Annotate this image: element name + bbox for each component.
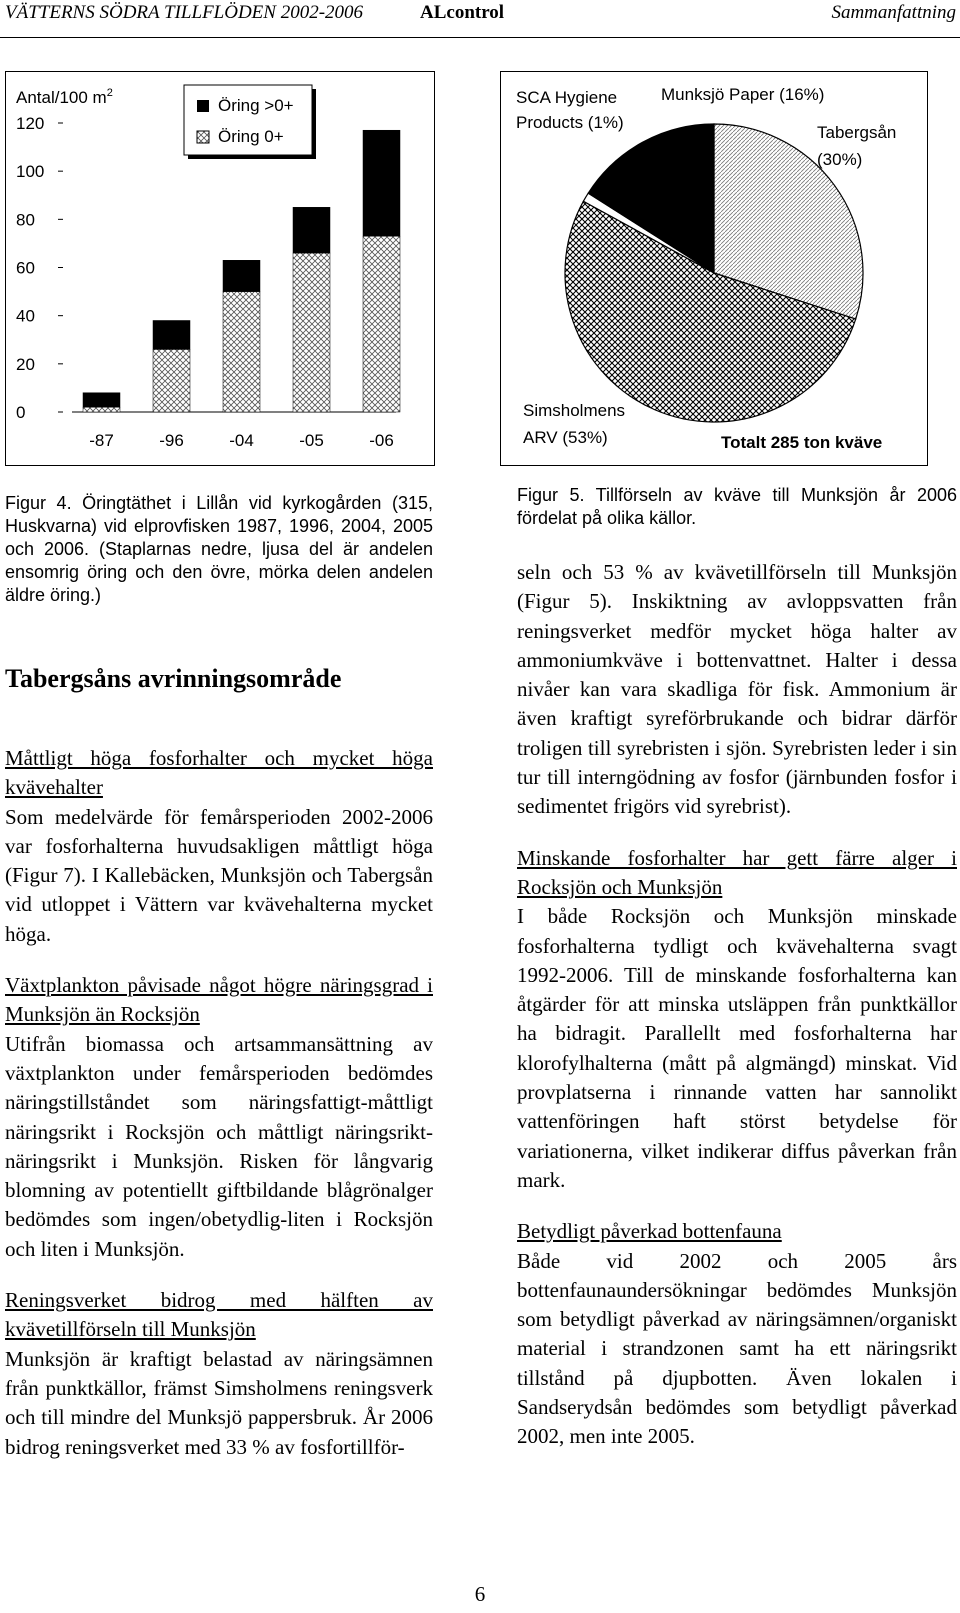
paragraph-right-1 [517,844,957,1196]
y-tick-label: 120 [16,114,45,133]
paragraph-right-2-subheading: Betydligt påverkad bottenfauna [517,1219,782,1244]
paragraph-2-body: Utifrån biomassa och artsammansättning av växtplankton under femårsperioden bedömdes näringstillståndet som näringsfattigt-måttligt näringsrikt i Rocksjön och måttligt näringsrikt-näringsrikt i Munksjön. Risken för långvarig blomning av potentiellt giftbildande blågrönalger bedömdes som ingen/obetydlig-liten i Rocksjön och liten i Munksjön. [5,1031,433,1261]
paragraph-1-subheading: Måttligt höga fosforhalter och mycket höga kvävehalter [5,746,433,800]
figure5-pie-chart [501,72,927,465]
figure4-box [5,71,435,466]
bar-young-segment [153,349,190,412]
paragraph-2-subheading: Växtplankton påvisade något högre näringsgrad i Munksjön än Rocksjön [5,973,433,1027]
y-tick-label: 0 [16,403,26,422]
header-left: VÄTTERNS SÖDRA TILLFLÖDEN 2002-2006 [5,2,364,23]
bar-older-segment [83,393,120,407]
page-number: 6 [474,1582,486,1606]
bar-older-segment [153,320,190,349]
paragraph-3-subheading: Reningsverket bidrog med hälften av kvävetillförseln till Munksjön [5,1288,433,1342]
figure4-caption: Figur 4. Öringtäthet i Lillån vid kyrkogården (315, Huskvarna) vid elprovfisken 1987, 1996, 2004, 2005 och 2006. (Staplarnas nedre, ljusa del är andelen ensomrig öring och den övre, mörka delen andelen äldre öring.) [5,493,433,605]
paragraph-2 [5,971,433,1264]
figure5-box [500,71,928,466]
header-center: ALcontrol [420,2,505,23]
paragraph-right-0-body: seln och 53 % av kvävetillförseln till Munksjön (Figur 5). Inskiktning av avloppsvatten från reningsverket medför mycket höga halter av ammoniumkväve i bottenvattnet. Halter i dessa nivåer kan vara skadliga för fisk. Ammonium är även kraftigt syreförbrukande och bidrar därför troligen till syrebristen i sjön. Syrebristen leder i sin tur till interngödning av fosfor (järnbunden fosfor i sedimentet frigörs vid syrebrist). [517,560,957,819]
pie-total-label: Totalt 285 ton kväve [721,433,883,452]
legend-label-young: Öring 0+ [218,127,284,146]
header-right: Sammanfattning [831,2,956,23]
bar-young-segment [293,253,330,412]
bar-young-segment [223,292,260,412]
section-title: Tabergsåns avrinningsområde [5,664,342,693]
bar-older-segment [223,260,260,291]
paragraph-right-2 [517,1217,957,1451]
x-tick-label: -05 [299,431,324,450]
figure4-bar-chart [6,72,434,465]
pie-label-munksjo: Munksjö Paper (16%) [661,85,825,104]
paragraph-3 [5,1286,433,1462]
paragraph-1-body: Som medelvärde för femårsperioden 2002-2006 var fosforhalterna huvudsakligen måttligt höga (Figur 7). I Kallebäcken, Munksjön och Tabergsån vid utloppet i Vättern var kvävehalterna mycket höga. [5,804,433,946]
x-tick-label: -87 [89,431,114,450]
pie-label-simsholmen-1: Simsholmens [523,401,626,420]
header-divider [0,37,960,38]
y-tick-label: 40 [16,306,35,326]
bar-older-segment [363,130,400,236]
page-header [0,0,960,36]
right-column-text [517,558,957,1474]
legend-swatch-young [197,131,209,143]
legend-label-older: Öring >0+ [218,96,294,115]
legend-swatch-older [197,100,209,112]
pie-label-sca-1: SCA Hygiene [516,88,618,107]
figure5-caption: Figur 5. Tillförseln av kväve till Munksjön år 2006 fördelat på olika källor. [517,485,957,528]
x-tick-label: -04 [229,431,254,450]
pie-label-tabergsan-2: (30%) [817,150,863,169]
x-tick-label: -96 [159,431,184,450]
bar-young-segment [83,407,120,412]
left-column-text [5,744,433,1484]
y-axis-label: Antal/100 $m^2$ [16,87,113,107]
pie-label-sca-2: Products (1%) [516,113,624,132]
pie-label-tabergsan-1: Tabergsån [817,123,897,142]
y-tick-label: 60 [16,258,35,278]
paragraph-right-0 [517,558,957,822]
paragraph-3-body: Munksjön är kraftigt belastad av näringsämnen från punktkällor, främst Simsholmens reningsverk och till mindre del Munksjö pappersbruk. År 2006 bidrog reningsverket med 33 % av fosfortillför- [5,1346,433,1459]
paragraph-right-1-body: I både Rocksjön och Munksjön minskade fosforhalterna tydligt och kvävehalterna svagt 1992-2006. Till de minskande fosforhalterna kan åtgärder för att minska utsläppen från punktkällor ha bidragit. Parallellt med fosforhalterna har klorofylhalterna (mått på algmängd) minskat. Vid provplatserna i rinnande vatten har sannolikt vattenföringen haft störst betydelse för variationerna, vilket indikerar diffus påverkan från mark. [517,904,957,1192]
paragraph-right-1-subheading: Minskande fosforhalter har gett färre alger i Rocksjön och Munksjön [517,845,957,899]
paragraph-1 [5,744,433,949]
paragraph-right-2-body: Både vid 2002 och 2005 års bottenfaunaundersökningar bedömdes Munksjön som betydligt påverkad av näringsämnen/organiskt material i strandzonen samt ha ett näringsrikt tillstånd på djupbotten. Även lokalen i Sandserydsån bedömdes som betydligt påverkad 2002, men inte 2005. [517,1248,957,1449]
y-tick-label: 100 [16,162,45,182]
y-tick-label: 80 [16,210,35,230]
y-tick-label: 20 [16,354,35,374]
bar-older-segment [293,207,330,253]
bar-young-segment [363,236,400,412]
x-tick-label: -06 [369,431,394,450]
pie-label-simsholmen-2: ARV (53%) [523,428,608,447]
